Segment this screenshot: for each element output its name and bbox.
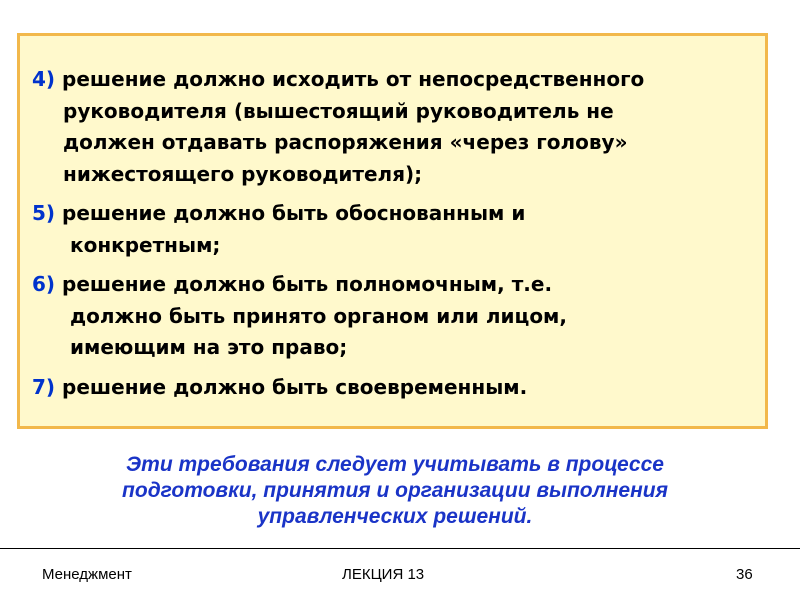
requirement-text: нижестоящего руководителя); <box>63 161 423 186</box>
requirement-item <box>32 269 762 364</box>
requirement-text: решение должно быть обоснованным и <box>62 201 526 225</box>
requirement-item <box>32 198 762 261</box>
requirement-number: 5) <box>32 201 56 225</box>
requirement-first-line <box>32 64 762 96</box>
requirements-box <box>17 33 768 429</box>
requirement-text: должно быть принято органом или лицом, <box>70 303 568 328</box>
requirement-number: 4) <box>32 67 56 91</box>
requirement-first-line <box>32 269 762 301</box>
footer-page-number: 36 <box>736 566 753 583</box>
footer-lecture-label: ЛЕКЦИЯ 13 <box>342 566 425 583</box>
requirement-first-line <box>32 198 762 230</box>
note-line: управленческих решений. <box>257 505 533 528</box>
footer-divider <box>0 548 800 549</box>
footer-course-name: Менеджмент <box>42 566 132 583</box>
requirements-list <box>32 64 762 411</box>
requirement-text: решение должно быть своевременным. <box>62 374 528 399</box>
requirement-item <box>32 372 762 404</box>
requirement-text: руководителя (вышестоящий руководитель не <box>63 98 614 123</box>
requirement-text: должен отдавать распоряжения «через голову» <box>63 130 628 154</box>
requirement-text: решение должно быть полномочным, т.е. <box>62 272 553 296</box>
requirement-text: решение должно исходить от непосредственного <box>62 67 645 91</box>
requirement-item <box>32 64 762 190</box>
requirement-number: 7) <box>32 374 56 399</box>
note-line: подготовки, принятия и организации выполнения <box>122 479 668 502</box>
note-line: Эти требования следует учитывать в процессе <box>126 453 664 476</box>
requirement-number: 6) <box>32 272 56 296</box>
requirement-text: имеющим на это право; <box>70 335 348 359</box>
requirement-first-line <box>32 372 762 404</box>
requirement-text: конкретным; <box>70 232 221 257</box>
note-text <box>40 452 750 530</box>
